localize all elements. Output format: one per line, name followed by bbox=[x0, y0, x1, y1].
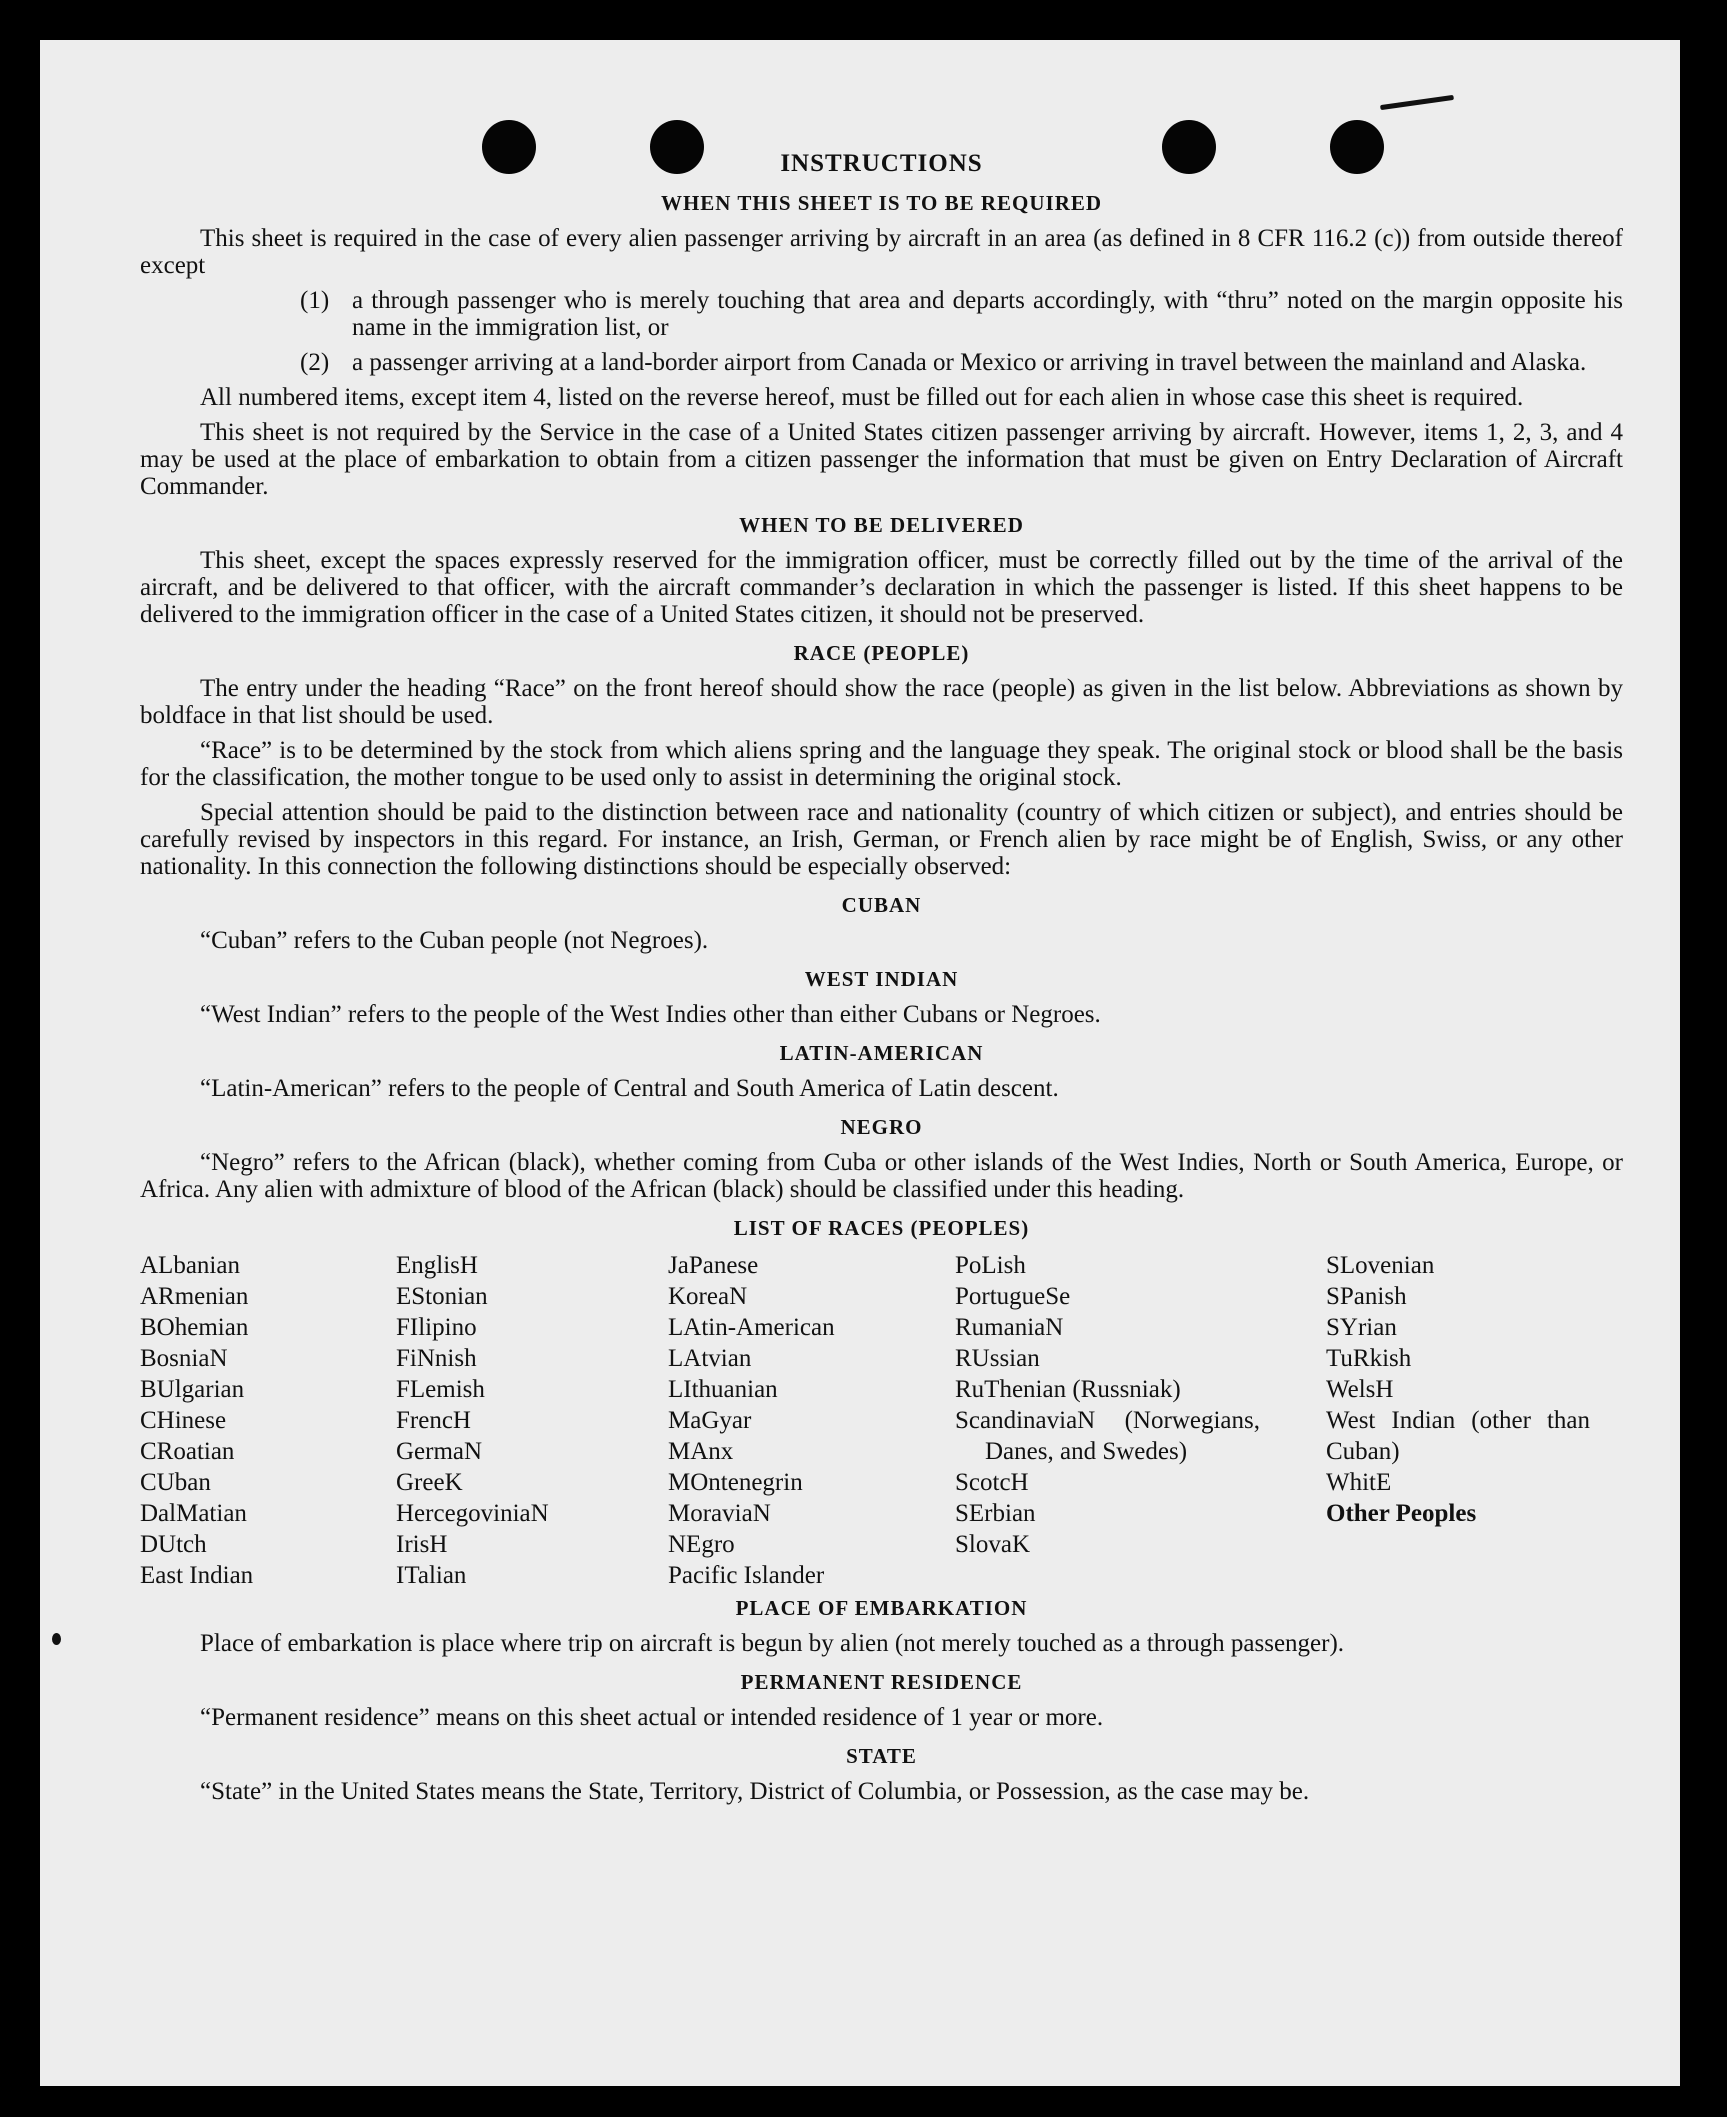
heading-when-delivered: WHEN TO BE DELIVERED bbox=[739, 513, 1024, 537]
item-text: a passenger arriving at a land-border airport from Canada or Mexico or arriving in travel between the mainland and Alaska. bbox=[352, 349, 1587, 376]
paragraph: This sheet is required in the case of every alien passenger arriving by aircraft in an area (as defined in 8 CFR 116.2 (c)) from outside thereof except bbox=[140, 225, 1623, 279]
paragraph: “Latin-American” refers to the people of Central and South America of Latin descent. bbox=[200, 1075, 1059, 1102]
race-item: GreeK bbox=[396, 1469, 463, 1496]
races-column bbox=[396, 1250, 656, 1591]
races-column bbox=[668, 1250, 938, 1591]
page-title: INSTRUCTIONS bbox=[780, 150, 983, 177]
ink-dot bbox=[52, 1633, 61, 1645]
race-item: BOhemian bbox=[140, 1314, 249, 1341]
instructions-body bbox=[140, 150, 1623, 1813]
race-item: JaPanese bbox=[668, 1252, 759, 1279]
race-item: HercegoviniaN bbox=[396, 1500, 549, 1527]
item-number: (1) bbox=[300, 287, 330, 314]
paragraph: Special attention should be paid to the distinction between race and nationality (country of which citizen or subject), and entries should be carefully revised by inspectors in this regard. For instance, an Irish, German, or French alien by race might be of English, Swiss, or any other nationality. In this connection the following distinctions should be especially observed: bbox=[140, 799, 1623, 880]
heading-state: STATE bbox=[846, 1744, 917, 1768]
race-item: RumaniaN bbox=[955, 1314, 1064, 1341]
race-item: MAnx bbox=[668, 1438, 734, 1465]
heading-list-of-races: LIST OF RACES (PEOPLES) bbox=[733, 1216, 1030, 1240]
race-item: EStonian bbox=[396, 1283, 488, 1310]
race-item: RUssian bbox=[955, 1345, 1040, 1372]
race-item: ITalian bbox=[396, 1562, 467, 1589]
race-item: LAtin-American bbox=[668, 1314, 835, 1341]
race-item: SErbian bbox=[955, 1500, 1036, 1527]
paragraph: “Negro” refers to the African (black), whether coming from Cuba or other islands of the West Indies, North or South America, Europe, or Africa. Any alien with admixture of blood of the African (black) should be classified under this heading. bbox=[140, 1149, 1623, 1203]
race-item: BosniaN bbox=[140, 1345, 228, 1372]
document-sheet bbox=[40, 40, 1680, 2086]
race-item: MoraviaN bbox=[668, 1500, 771, 1527]
race-item: DalMatian bbox=[140, 1500, 247, 1527]
item-text: a through passenger who is merely touching that area and departs accordingly, with “thru” noted on the margin opposite his name in the immigration list, or bbox=[352, 287, 1623, 341]
paragraph: This sheet, except the spaces expressly reserved for the immigration officer, must be correctly filled out by the time of the arrival of the aircraft, and be delivered to that officer, with the aircraft commander’s declaration in which the passenger is listed. If this sheet happens to be delivered to the immigration officer in the case of a United States citizen, it should not be preserved. bbox=[140, 547, 1623, 628]
heading-latin-american: LATIN-AMERICAN bbox=[779, 1041, 984, 1065]
race-item: LIthuanian bbox=[668, 1376, 778, 1403]
race-item: DUtch bbox=[140, 1531, 207, 1558]
paragraph: The entry under the heading “Race” on the front hereof should show the race (people) as given in the list below. Abbreviations as shown by boldface in that list should be used. bbox=[140, 675, 1623, 729]
race-item: FiNnish bbox=[396, 1345, 477, 1372]
heading-race: RACE (PEOPLE) bbox=[793, 641, 970, 665]
race-item: LAtvian bbox=[668, 1345, 752, 1372]
paragraph: This sheet is not required by the Service in the case of a United States citizen passenger arriving by aircraft. However, items 1, 2, 3, and 4 may be used at the place of embarkation to obtain from a citizen passenger the information that must be given on Entry Declaration of Aircraft Commander. bbox=[140, 419, 1623, 500]
item-number: (2) bbox=[300, 349, 330, 376]
race-item: FIlipino bbox=[396, 1314, 477, 1341]
races-column bbox=[955, 1250, 1260, 1560]
race-item: ScotcH bbox=[955, 1469, 1029, 1496]
paragraph: “Permanent residence” means on this sheet actual or intended residence of 1 year or more. bbox=[200, 1704, 1104, 1731]
race-item: Other Peoples bbox=[1326, 1500, 1477, 1527]
race-item: FrencH bbox=[396, 1407, 471, 1434]
race-item: IrisH bbox=[396, 1531, 448, 1558]
race-item: WelsH bbox=[1326, 1376, 1394, 1403]
race-item: CRoatian bbox=[140, 1438, 235, 1465]
race-item: East Indian bbox=[140, 1562, 254, 1589]
race-item: ScandinaviaN (Norwegians, Danes, and Swedes) bbox=[955, 1407, 1260, 1465]
race-item: SYrian bbox=[1326, 1314, 1397, 1341]
race-item: RuThenian (Russniak) bbox=[955, 1376, 1181, 1403]
race-item: NEgro bbox=[668, 1531, 735, 1558]
paragraph: “Cuban” refers to the Cuban people (not Negroes). bbox=[200, 927, 709, 954]
numbered-item bbox=[140, 287, 1623, 341]
paragraph: Place of embarkation is place where trip on aircraft is begun by alien (not merely touched as a through passenger). bbox=[200, 1630, 1345, 1657]
races-column bbox=[1326, 1250, 1590, 1529]
heading-negro: NEGRO bbox=[840, 1115, 923, 1139]
heading-place-of-embarkation: PLACE OF EMBARKATION bbox=[735, 1596, 1028, 1620]
race-item: ARmenian bbox=[140, 1283, 249, 1310]
race-item: Pacific Islander bbox=[668, 1562, 825, 1589]
numbered-item bbox=[140, 349, 1623, 376]
race-item: PoLish bbox=[955, 1252, 1026, 1279]
race-item: SlovaK bbox=[955, 1531, 1030, 1558]
races-list bbox=[140, 1250, 1623, 1589]
race-item: SPanish bbox=[1326, 1283, 1407, 1310]
race-item: CHinese bbox=[140, 1407, 227, 1434]
race-item: EnglisH bbox=[396, 1252, 478, 1279]
race-item: GermaN bbox=[396, 1438, 483, 1465]
heading-cuban: CUBAN bbox=[841, 893, 922, 917]
race-item: SLovenian bbox=[1326, 1252, 1435, 1279]
race-item: CUban bbox=[140, 1469, 211, 1496]
race-item: TuRkish bbox=[1326, 1345, 1412, 1372]
race-item: West Indian (other than Cuban) bbox=[1326, 1407, 1590, 1465]
paragraph: All numbered items, except item 4, listed on the reverse hereof, must be filled out for each alien in whose case this sheet is required. bbox=[200, 384, 1524, 411]
pen-mark bbox=[1380, 95, 1454, 110]
races-column bbox=[140, 1250, 380, 1591]
race-item: FLemish bbox=[396, 1376, 485, 1403]
race-item: WhitE bbox=[1326, 1469, 1392, 1496]
paragraph: “State” in the United States means the State, Territory, District of Columbia, or Possession, as the case may be. bbox=[200, 1778, 1310, 1805]
paragraph: “Race” is to be determined by the stock from which aliens spring and the language they speak. The original stock or blood shall be the basis for the classification, the mother tongue to be used only to assist in determining the original stock. bbox=[140, 737, 1623, 791]
race-item: MaGyar bbox=[668, 1407, 752, 1434]
race-item: ALbanian bbox=[140, 1252, 240, 1279]
race-item: KoreaN bbox=[668, 1283, 748, 1310]
race-item: BUlgarian bbox=[140, 1376, 245, 1403]
race-item: MOntenegrin bbox=[668, 1469, 803, 1496]
race-item: PortugueSe bbox=[955, 1283, 1071, 1310]
paragraph: “West Indian” refers to the people of the West Indies other than either Cubans or Negroes. bbox=[200, 1001, 1101, 1028]
heading-west-indian: WEST INDIAN bbox=[804, 967, 959, 991]
heading-when-required: WHEN THIS SHEET IS TO BE REQUIRED bbox=[660, 191, 1103, 215]
heading-permanent-residence: PERMANENT RESIDENCE bbox=[740, 1670, 1023, 1694]
